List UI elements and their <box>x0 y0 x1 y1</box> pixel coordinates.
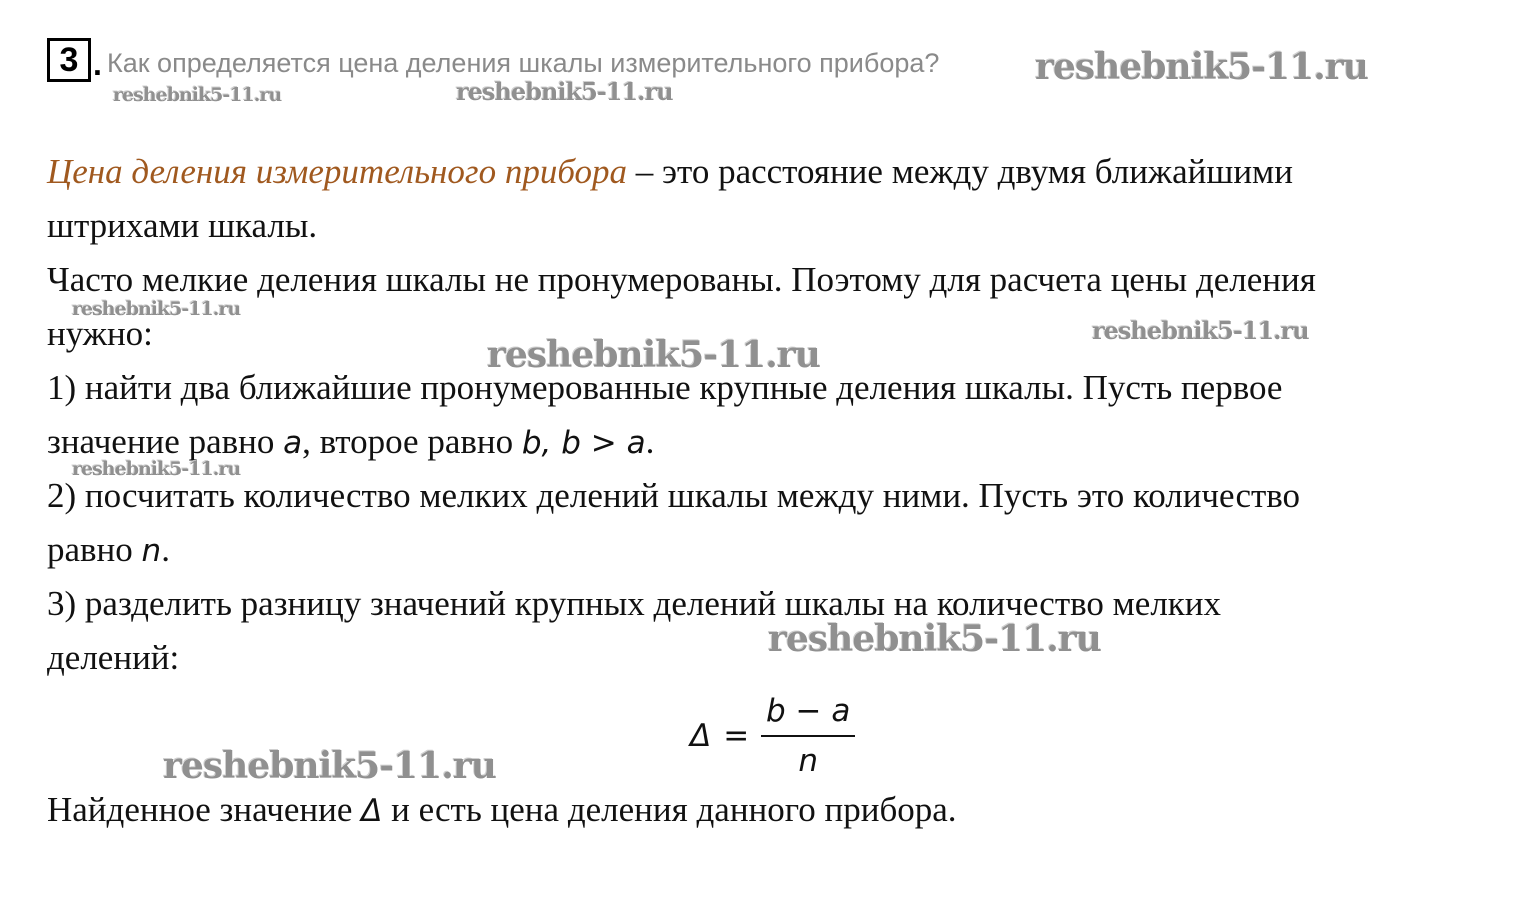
watermark: reshebnik5-11.ru <box>1035 46 1368 88</box>
variable-n: n <box>141 533 162 569</box>
task-number-box <box>47 38 91 82</box>
task-number: 3 <box>59 41 79 79</box>
formula-numerator: b − a <box>766 693 851 729</box>
paragraph-line-2: нужно: <box>47 314 153 353</box>
variable-a: a <box>283 425 303 461</box>
paragraph-line-1: Часто мелкие деления шкалы не пронумерованы. Поэтому для расчета цены деления <box>47 260 1316 299</box>
definition-term: Цена деления измерительного прибора <box>47 152 627 191</box>
watermark: reshebnik5-11.ru <box>163 745 496 787</box>
step-2-text-pre: равно <box>47 530 142 569</box>
conclusion-line <box>47 790 957 831</box>
variable-b-expression: b, b > a <box>521 425 646 461</box>
formula-denominator: n <box>798 743 819 779</box>
watermark: reshebnik5-11.ru <box>456 77 673 106</box>
watermark: reshebnik5-11.ru <box>487 334 820 376</box>
step-2-line-1: 2) посчитать количество мелких делений шкалы между ними. Пусть это количество <box>47 476 1301 515</box>
step-1-text-mid: , второе равно <box>302 422 522 461</box>
price-division-formula <box>690 686 855 786</box>
step-1-line-2 <box>47 422 654 463</box>
definition-line-2: штрихами шкалы. <box>47 206 318 245</box>
step-1-text-end: . <box>645 422 655 461</box>
formula-fraction <box>761 693 855 779</box>
step-3-line-2: делений: <box>47 638 180 677</box>
task-number-dot: . <box>93 46 102 82</box>
step-1-line-1: 1) найти два ближайшие пронумерованные крупные деления шкалы. Пусть первое <box>47 368 1283 407</box>
conclusion-pre: Найденное значение <box>47 790 362 829</box>
step-1-text-pre: значение равно <box>47 422 284 461</box>
formula-equals: = <box>723 718 750 754</box>
formula-delta: Δ <box>690 718 712 754</box>
variable-delta: Δ <box>361 793 383 829</box>
watermark: reshebnik5-11.ru <box>72 458 241 480</box>
step-2-text-end: . <box>161 530 170 569</box>
definition-rest-1: – это расстояние между двумя ближайшими <box>626 152 1293 191</box>
step-3-line-1: 3) разделить разницу значений крупных делений шкалы на количество мелких <box>47 584 1222 623</box>
definition-line-1 <box>47 152 1293 192</box>
watermark: reshebnik5-11.ru <box>72 298 241 320</box>
watermark: reshebnik5-11.ru <box>768 618 1101 660</box>
step-2-line-2 <box>47 530 170 571</box>
task-question: Как определяется цена деления шкалы измерительного прибора? <box>107 48 940 78</box>
conclusion-post: и есть цена деления данного прибора. <box>382 790 957 829</box>
watermark: reshebnik5-11.ru <box>1092 316 1309 345</box>
watermark: reshebnik5-11.ru <box>113 84 282 106</box>
